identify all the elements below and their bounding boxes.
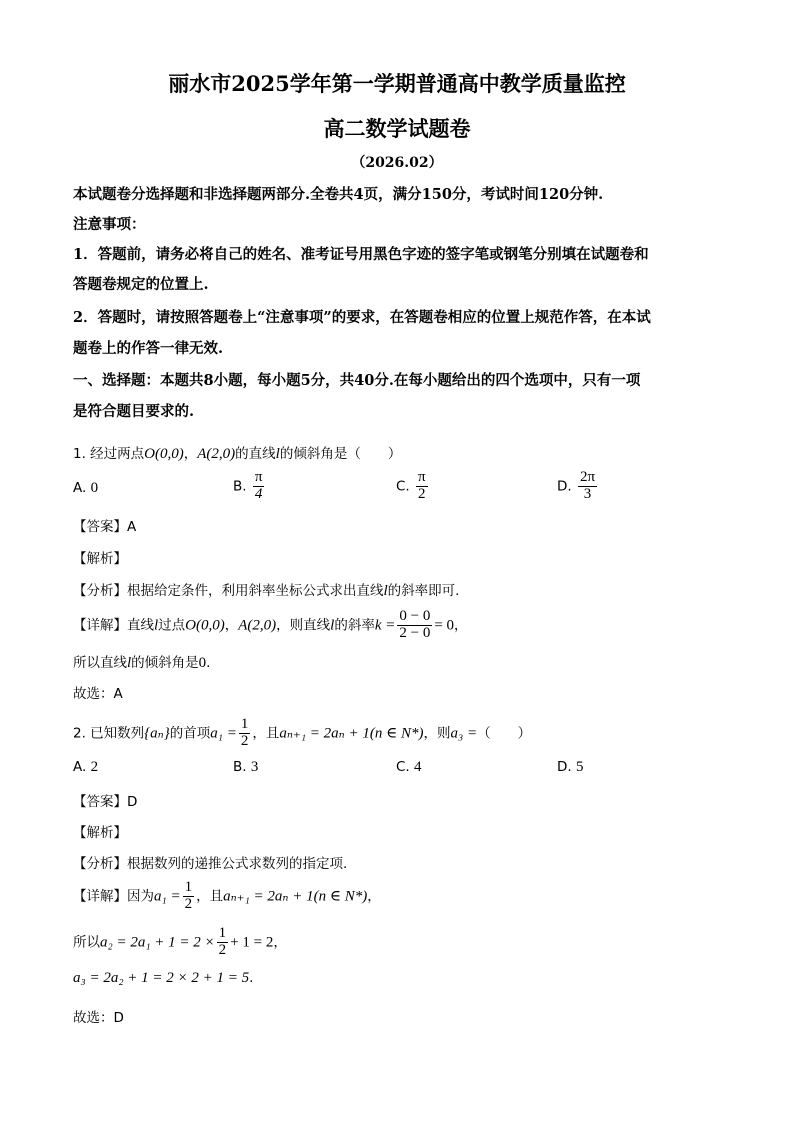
exam-date: （2026.02） [351, 155, 443, 171]
q2-choice: 故选：D [73, 1010, 124, 1026]
q2-option-c: C. 4 [396, 759, 422, 775]
question-2-stem: 2. 已知数列{aₙ}的首项a₁ = $\frac{1}{2}$ ，且aₙ₊₁ = 2aₙ + 1(n ∈ N*)，则a₃ =（ ） [73, 716, 532, 749]
section-heading-a: 一、选择题：本题共8小题，每小题5分，共40分.在每小题给出的四个选项中，只有一项 [73, 372, 641, 389]
note-1-line-b: 答题卷规定的位置上. [73, 276, 209, 293]
notes-heading: 注意事项： [73, 216, 146, 233]
point-o: O(0,0) [144, 446, 184, 462]
q1-option-b: B. $\frac{\pi}{4}$ [233, 469, 263, 502]
question-1-stem: 1. 经过两点O(0,0)，A(2,0)的直线l的倾斜角是（ ） [73, 446, 402, 462]
fraction: $\frac{\pi}{2}$ [418, 469, 426, 502]
slope-fraction: $\frac{0 - 0}{2 - 0}$ [399, 608, 431, 641]
q1-conclusion: 所以直线l的倾斜角是0. [73, 655, 211, 671]
fraction: $\frac{1}{2}$ [184, 879, 193, 912]
note-2-line-b: 题卷上的作答一律无效. [73, 340, 224, 357]
fraction: $\frac{1}{2}$ [218, 925, 227, 958]
q2-detail: 【详解】因为a₁ = $\frac{1}{2}$ ，且aₙ₊₁ = 2aₙ + 1(n ∈ N*)， [73, 879, 381, 912]
q1-option-a: A. 0 [73, 480, 99, 496]
q1-option-d: D. $\frac{2\pi}{3}$ [557, 469, 596, 502]
fraction: $\frac{\pi}{4}$ [254, 469, 263, 502]
q1-analysis: 【分析】根据给定条件，利用斜率坐标公式求出直线l的斜率即可. [73, 583, 460, 599]
q1-option-c: C. $\frac{\pi}{2}$ [396, 469, 426, 502]
intro-line: 本试题卷分选择题和非选择题两部分.全卷共4页，满分150分，考试时间120分钟. [73, 186, 604, 203]
fraction: $\frac{2\pi}{3}$ [579, 469, 596, 502]
fraction: $\frac{1}{2}$ [240, 716, 249, 749]
q2-option-d: D. 5 [557, 759, 584, 775]
note-1-line-a: 1．答题前，请务必将自己的姓名、准考证号用黑色字迹的签字笔或钢笔分别填在试题卷和 [73, 246, 649, 263]
q2-jiexi: 【解析】 [73, 825, 127, 841]
point-a: A(2,0) [197, 446, 236, 462]
q2-analysis: 【分析】根据数列的递推公式求数列的指定项. [73, 856, 348, 872]
section-heading-b: 是符合题目要求的. [73, 403, 195, 420]
q1-answer: 【答案】A [73, 519, 137, 535]
q2-option-a: A. 2 [73, 759, 99, 775]
q2-step-a2: 所以a₂ = 2a₁ + 1 = 2 × $\frac{1}{2}$ + 1 = 2， [73, 925, 287, 958]
q2-option-b: B. 3 [233, 759, 259, 775]
page-subtitle: 高二数学试题卷 [323, 116, 471, 141]
q1-jiexi: 【解析】 [73, 551, 127, 567]
note-2-line-a: 2．答题时，请按照答题卷上“注意事项”的要求，在答题卷相应的位置上规范作答，在本试 [73, 309, 651, 326]
q1-choice: 故选：A [73, 686, 123, 702]
q2-answer: 【答案】D [73, 794, 138, 810]
q2-step-a3: a₃ = 2a₂ + 1 = 2 × 2 + 1 = 5. [73, 970, 254, 986]
q1-detail: 【详解】直线l过点O(0,0)，A(2,0)，则直线l的斜率k = $\frac{0 - 0}{2 - 0}$ = 0， [73, 608, 468, 641]
page-title: 丽水市2025学年第一学期普通高中教学质量监控 [168, 71, 626, 96]
